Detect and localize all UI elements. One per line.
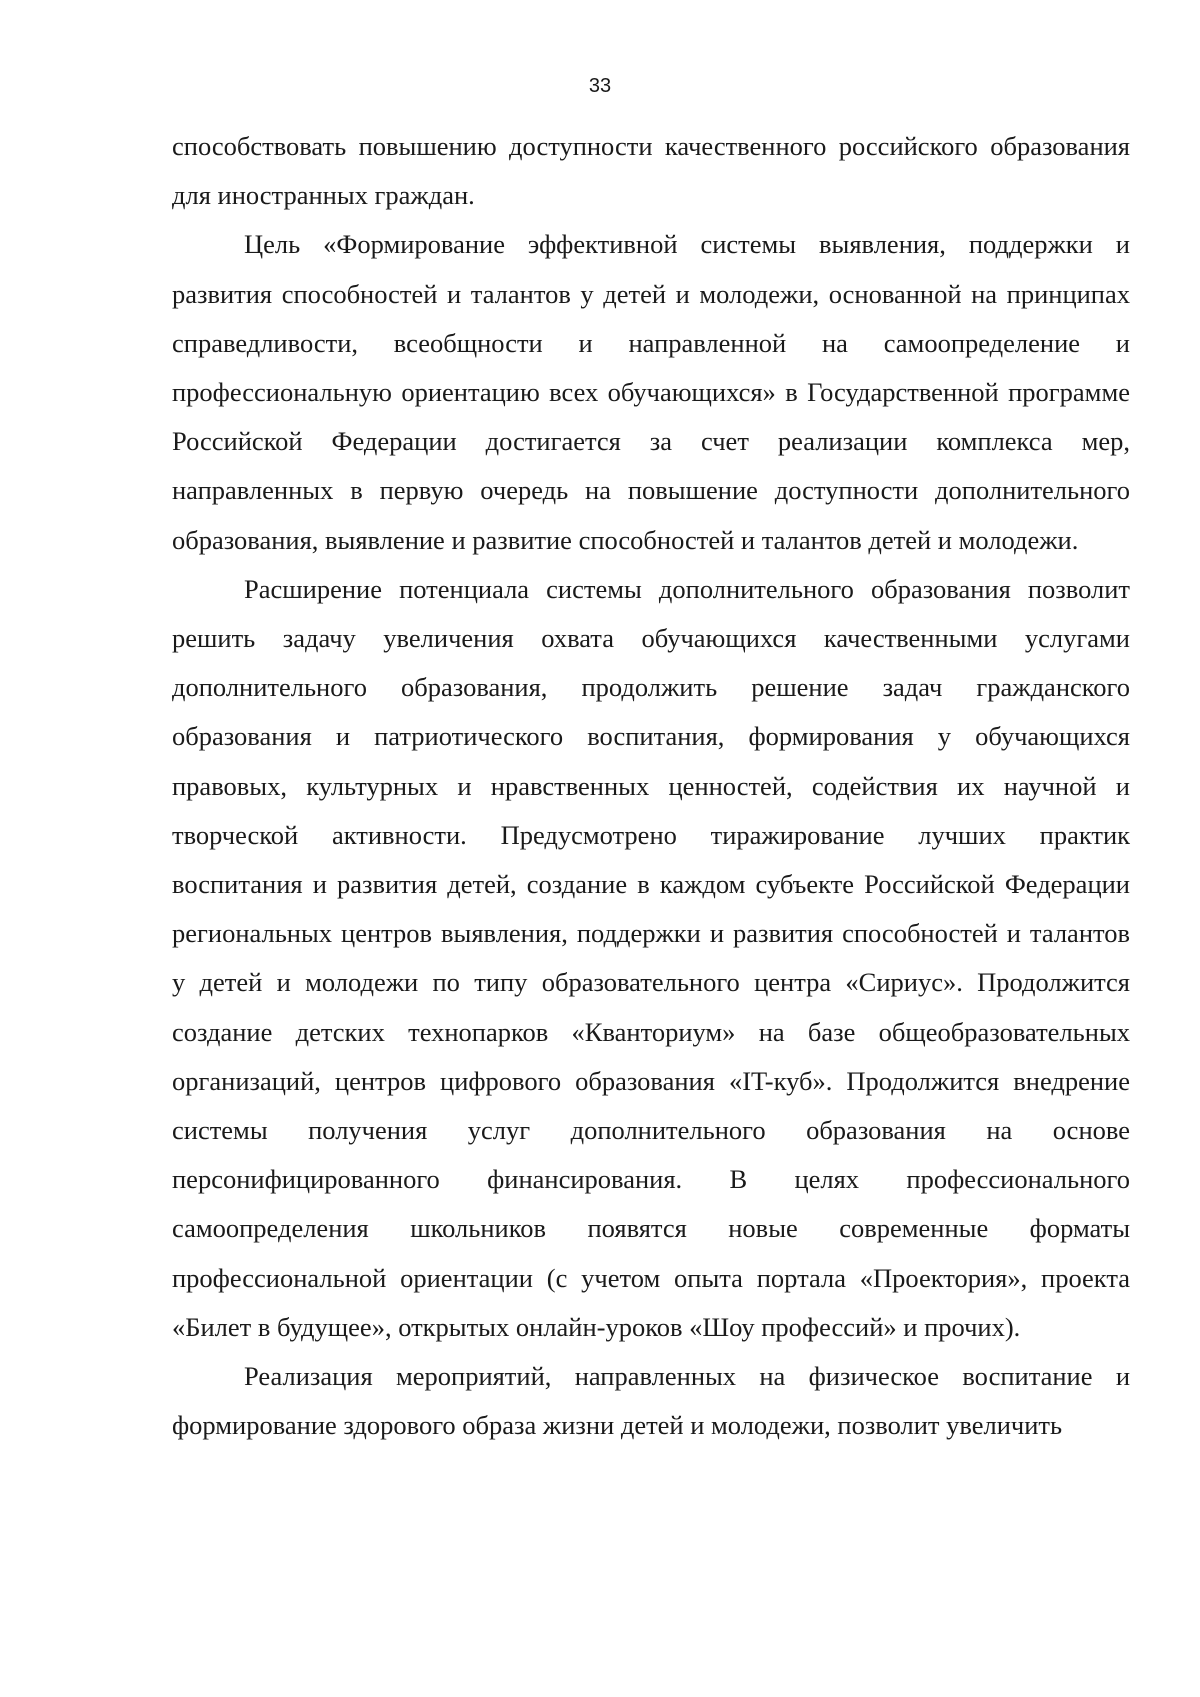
- paragraph-goal: Цель «Формирование эффективной системы выявления, поддержки и развития способностей и талантов у детей и молодежи, основанной на принципах справедливости, всеобщности и направленной на самоопределение и профессиональную ориентацию всех обучающихся» в Государственной программе Российской Федерации достигается за счет реализации комплекса мер, направленных в первую очередь на повышение доступности дополнительного образования, выявление и развитие способностей и талантов детей и молодежи.: [172, 229, 1130, 555]
- body-text: [172, 122, 1130, 1450]
- paragraph-physical-education: Реализация мероприятий, направленных на физическое воспитание и формирование здорового образа жизни детей и молодежи, позволит увеличить: [172, 1361, 1130, 1441]
- paragraph-continuation: способствовать повышению доступности качественного российского образования для иностранных граждан.: [172, 131, 1130, 211]
- page-number: 33: [588, 75, 612, 97]
- paragraph-expansion: Расширение потенциала системы дополнительного образования позволит решить задачу увеличения охвата обучающихся качественными услугами дополнительного образования, продолжить решение задач гражданского образования и патриотического воспитания, формирования у обучающихся правовых, культурных и нравственных ценностей, содействия их научной и творческой активности. Предусмотрено тиражирование лучших практик воспитания и развития детей, создание в каждом субъекте Российской Федерации региональных центров выявления, поддержки и развития способностей и талантов у детей и молодежи по типу образовательного центра «Сириус». Продолжится создание детских технопарков «Кванториум» на базе общеобразовательных организаций, центров цифрового образования «IT-куб». Продолжится внедрение системы получения услуг дополнительного образования на основе персонифицированного финансирования. В целях профессионального самоопределения школьников появятся новые современные форматы профессиональной ориентации (с учетом опыта портала «Проектория», проекта «Билет в будущее», открытых онлайн-уроков «Шоу профессий» и прочих).: [172, 573, 1130, 1342]
